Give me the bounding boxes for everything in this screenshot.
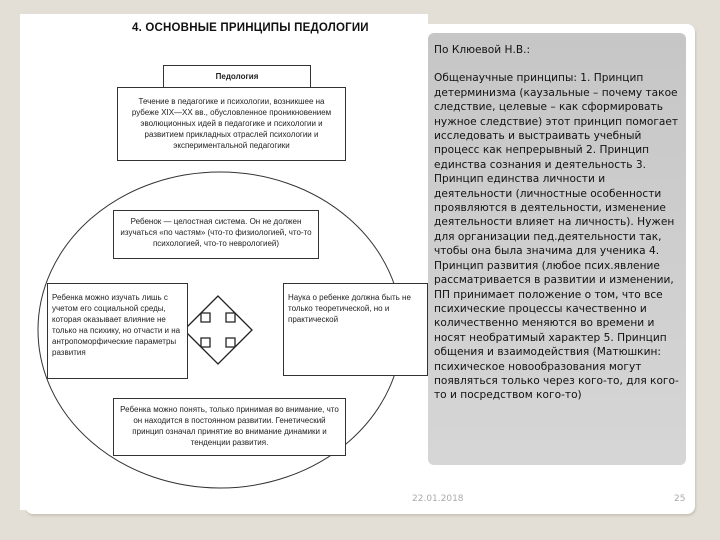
holistic-principle-box: Ребенок — целостная система. Он не должен изучаться «по частям» (что-то физиологией, что-то психологией, что-то неврологией): [113, 210, 319, 259]
definition-box: Течение в педагогике и психологии, возникшее на рубеже XIX—XX вв., обусловленное проникновением эволюционных идей в педагогике и психологии и развитием прикладных отраслей психологии и экспериментальной педагогики: [117, 87, 346, 161]
pedology-diagram: [20, 14, 428, 510]
panel-body: Общенаучные принципы: 1. Принцип детерминизма (каузальные – почему такое следствие, целевые – как сформировать нужное следствие) этот принцип помогает исследовать и выстраивать учебный процесс как непрерывный 2. Принцип единства сознания и деятельность 3. Принцип единства личности и деятельности (личностные особенности проявляются в деятельности, изменение деятельности влияет на личность). Нужен для организации пед.деятельности так, чтобы она была значима для ученика 4. Принцип развития (любое псих.явление рассматривается в развитии и изменении, ПП принимает положение о том, что все психические процессы качественно и количественно меняются во времени и носят необратимый характер 5. Принцип общения и взаимодействия (Матюшкин: психическое новообразования могут появляться только через кого-то, для кого-то и посредством кого-то): [434, 72, 679, 402]
slide-date: 22.01.2018: [412, 494, 464, 504]
panel-author: По Клюевой Н.В.:: [434, 44, 531, 56]
practical-principle-box: Наука о ребенке должна быть не только теоретической, но и практической: [283, 283, 428, 376]
four-way-arrow-icon: [184, 296, 252, 364]
genetic-principle-box: Ребенка можно понять, только принимая во внимание, что он находится в постоянном развитии. Генетический принцип означал принятие во внимание динамики и тенденции развития.: [113, 398, 346, 456]
text-panel: [428, 33, 686, 465]
slide-number: 25: [674, 494, 686, 504]
social-principle-box: Ребенка можно изучать лишь с учетом его социальной среды, которая оказывает влияние не только на психику, но отчасти и на антропоморфические параметры развития: [47, 283, 188, 379]
pedology-header-box: Педология: [163, 65, 311, 89]
diagram-title: 4. ОСНОВНЫЕ ПРИНЦИПЫ ПЕДОЛОГИИ: [132, 22, 369, 34]
